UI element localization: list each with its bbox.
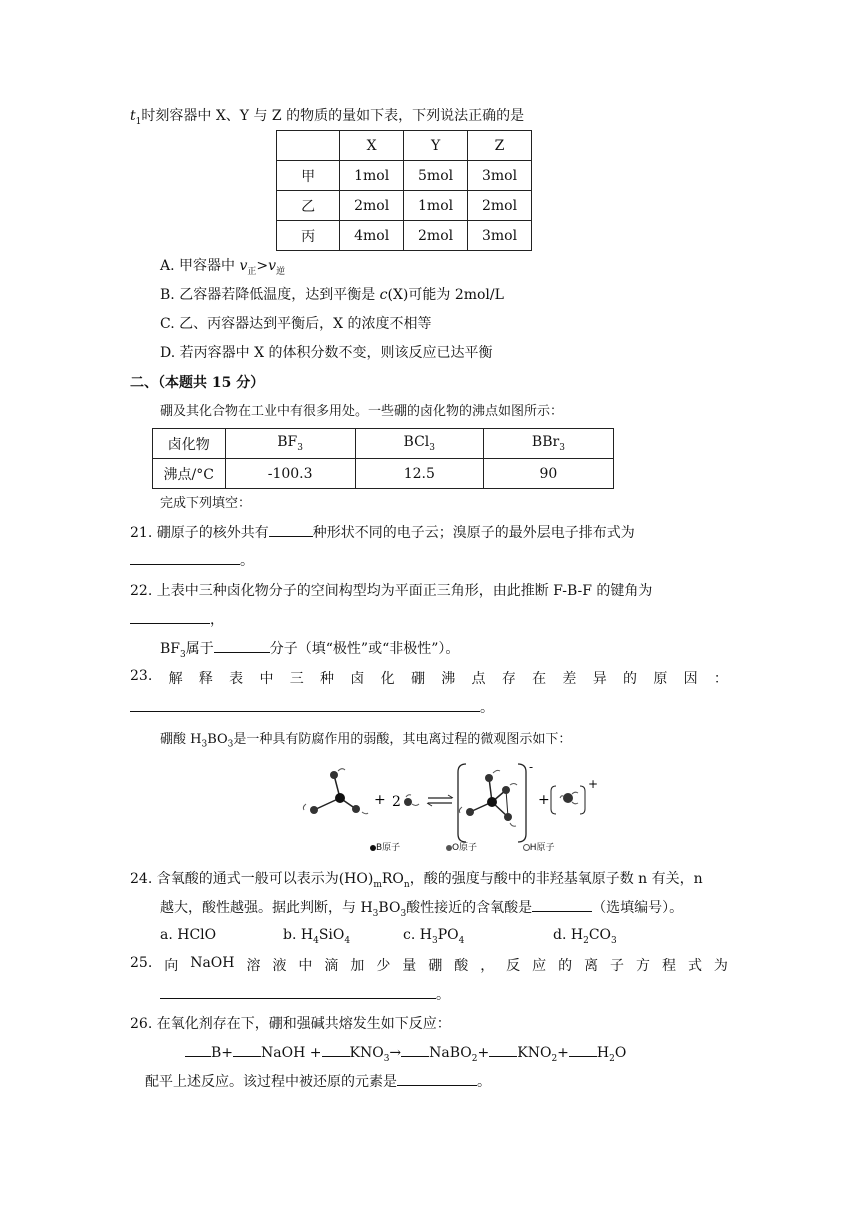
answer-blank[interactable] (160, 984, 436, 999)
question-23-line2: 。 (130, 697, 494, 717)
table-cell: 2mol (340, 191, 404, 221)
question-21: 21. 硼原子的核外共有 种形状不同的电子云；溴原子的最外层电子排布式为 (130, 522, 635, 542)
plus-sign: + (374, 792, 386, 808)
compound-cell: BBr$_3$ (483, 429, 613, 459)
q24-option-b: b. $H_4SiO_4$ (283, 927, 351, 946)
plus-sign: + (538, 792, 550, 808)
table-cell: 2mol (468, 191, 532, 221)
option-d: D. 若丙容器中 X 的体积分数不变，则该反应已达平衡 (160, 345, 493, 361)
ionization-diagram (296, 760, 614, 852)
table-cell: 3mol (468, 221, 532, 251)
answer-blank[interactable] (397, 1071, 477, 1086)
table-cell: 3mol (468, 161, 532, 191)
row-label: 卤化物 (153, 429, 226, 459)
q24-option-c: c. $H_3PO_4$ (403, 927, 465, 946)
table-cell: 12.5 (355, 459, 483, 489)
table-cell: 1mol (404, 191, 468, 221)
bracket-icon (458, 764, 466, 842)
table-cell: 丙 (277, 221, 340, 251)
h-atom-icon (523, 844, 530, 851)
option-a: A. 甲容器中 $v_正>v_逆$ (160, 258, 286, 277)
coefficient-blank[interactable] (233, 1042, 261, 1057)
diagram-legend: B原子 O原子 H原子 (370, 840, 555, 853)
table-row (277, 191, 532, 221)
table-row (153, 459, 614, 489)
question-25-line2: 。 (160, 984, 450, 1004)
bracket-icon (518, 764, 526, 842)
table-row (277, 221, 532, 251)
coefficient-blank[interactable] (569, 1042, 597, 1057)
coefficient-blank[interactable] (322, 1042, 350, 1057)
table-row (153, 429, 614, 459)
fill-in-label: 完成下列填空： (160, 496, 252, 511)
answer-blank[interactable] (130, 697, 480, 712)
o-atom (310, 806, 318, 814)
boric-acid-intro: 硼酸 $H_3BO_3$是一种具有防腐作用的弱酸，其电离过程的微观图示如下： (160, 732, 572, 750)
compound-cell: BCl$_3$ (355, 429, 483, 459)
question-22-line2: ， (130, 609, 224, 629)
table-header-cell: Y (404, 131, 468, 161)
table-cell: 甲 (277, 161, 340, 191)
b-atom (335, 793, 345, 803)
answer-blank[interactable] (214, 638, 270, 653)
coefficient-blank[interactable] (489, 1042, 517, 1057)
answer-blank[interactable] (130, 609, 210, 624)
table-header-row (277, 131, 532, 161)
table-cell: 4mol (340, 221, 404, 251)
question-24: 24. 含氧酸的通式一般可以表示为$(HO)_mRO_n$，酸的强度与酸中的非羟基氧原子数 n 有关，n (130, 871, 703, 890)
section-intro: 硼及其化合物在工业中有很多用处。一些硼的卤化物的沸点如图所示： (160, 404, 564, 419)
question-25: 25. 向 NaOH 溶 液 中 滴 加 少 量 硼 酸 ， 反 应 的 离 子 方 程 式 为 (130, 955, 728, 974)
coefficient-blank[interactable] (185, 1042, 211, 1057)
question-21-line2: 。 (130, 550, 254, 570)
coefficient: 2 (392, 794, 401, 810)
boiling-point-table (152, 428, 614, 489)
table-cell: 1mol (340, 161, 404, 191)
bracket-icon (551, 786, 556, 814)
q26-equation: B+ NaOH + $KNO_3\to$ NaBO$_2$+ $KNO_2+ H_2O$ (185, 1042, 626, 1064)
table-header-cell (277, 131, 340, 161)
table-header-cell: Z (468, 131, 532, 161)
question-26: 26. 在氧化剂存在下，硼和强碱共熔发生如下反应： (130, 1016, 451, 1032)
table-cell: 90 (483, 459, 613, 489)
compound-cell: $BF_3$ (225, 429, 355, 459)
question-23: 23. 解 释 表 中 三 种 卤 化 硼 沸 点 存 在 差 异 的 原 因 ： (130, 668, 728, 687)
question-22: 22. 上表中三种卤化物分子的空间构型均为平面正三角形，由此推断 F-B-F 的键角为 (130, 583, 653, 599)
boric-acid-molecule (303, 769, 368, 814)
section-heading: 二、（本题共 15 分） (130, 375, 265, 391)
o-atom (330, 771, 338, 779)
o-atom (352, 805, 360, 813)
borate-ion (459, 770, 517, 826)
equilibrium-arrow-icon (427, 795, 453, 806)
amount-table (276, 130, 532, 251)
option-b: B. 乙容器若降低温度，达到平衡是 c(X)可能为 2mol/L (160, 287, 504, 303)
table-cell: -100.3 (225, 459, 355, 489)
q24-option-a: a. HClO (160, 927, 217, 943)
table-header-cell: X (340, 131, 404, 161)
table-cell: 5mol (404, 161, 468, 191)
t-label: t (130, 108, 136, 124)
option-c: C. 乙、丙容器达到平衡后，X 的浓度不相等 (160, 316, 432, 332)
question-22-line3: $BF_3$属于 分子（填“极性”或“非极性”）。 (160, 638, 459, 660)
q24-option-d: d. $H_2CO_3$ (553, 927, 617, 946)
answer-blank[interactable] (532, 897, 592, 912)
answer-blank[interactable] (130, 550, 240, 565)
water-molecule (404, 795, 419, 806)
answer-blank[interactable] (269, 522, 313, 537)
q20-stem: $t_1$时刻容器中 X、Y 与 Z 的物质的量如下表，下列说法正确的是 (130, 108, 525, 127)
row-label: 沸点/°C (153, 459, 226, 489)
charge-plus: + (588, 777, 599, 791)
question-26-line3: 配平上述反应。该过程中被还原的元素是 。 (145, 1071, 491, 1091)
table-row (277, 161, 532, 191)
hydronium-ion (560, 792, 578, 804)
table-cell: 2mol (404, 221, 468, 251)
coefficient-blank[interactable] (401, 1042, 429, 1057)
bracket-icon (580, 786, 585, 814)
table-cell: 乙 (277, 191, 340, 221)
question-24-line2: 越大，酸性越强。据此判断，与 $H_3BO_3$酸性接近的含氧酸是 （选填编号）。 (160, 897, 683, 919)
charge-minus: - (529, 760, 534, 774)
